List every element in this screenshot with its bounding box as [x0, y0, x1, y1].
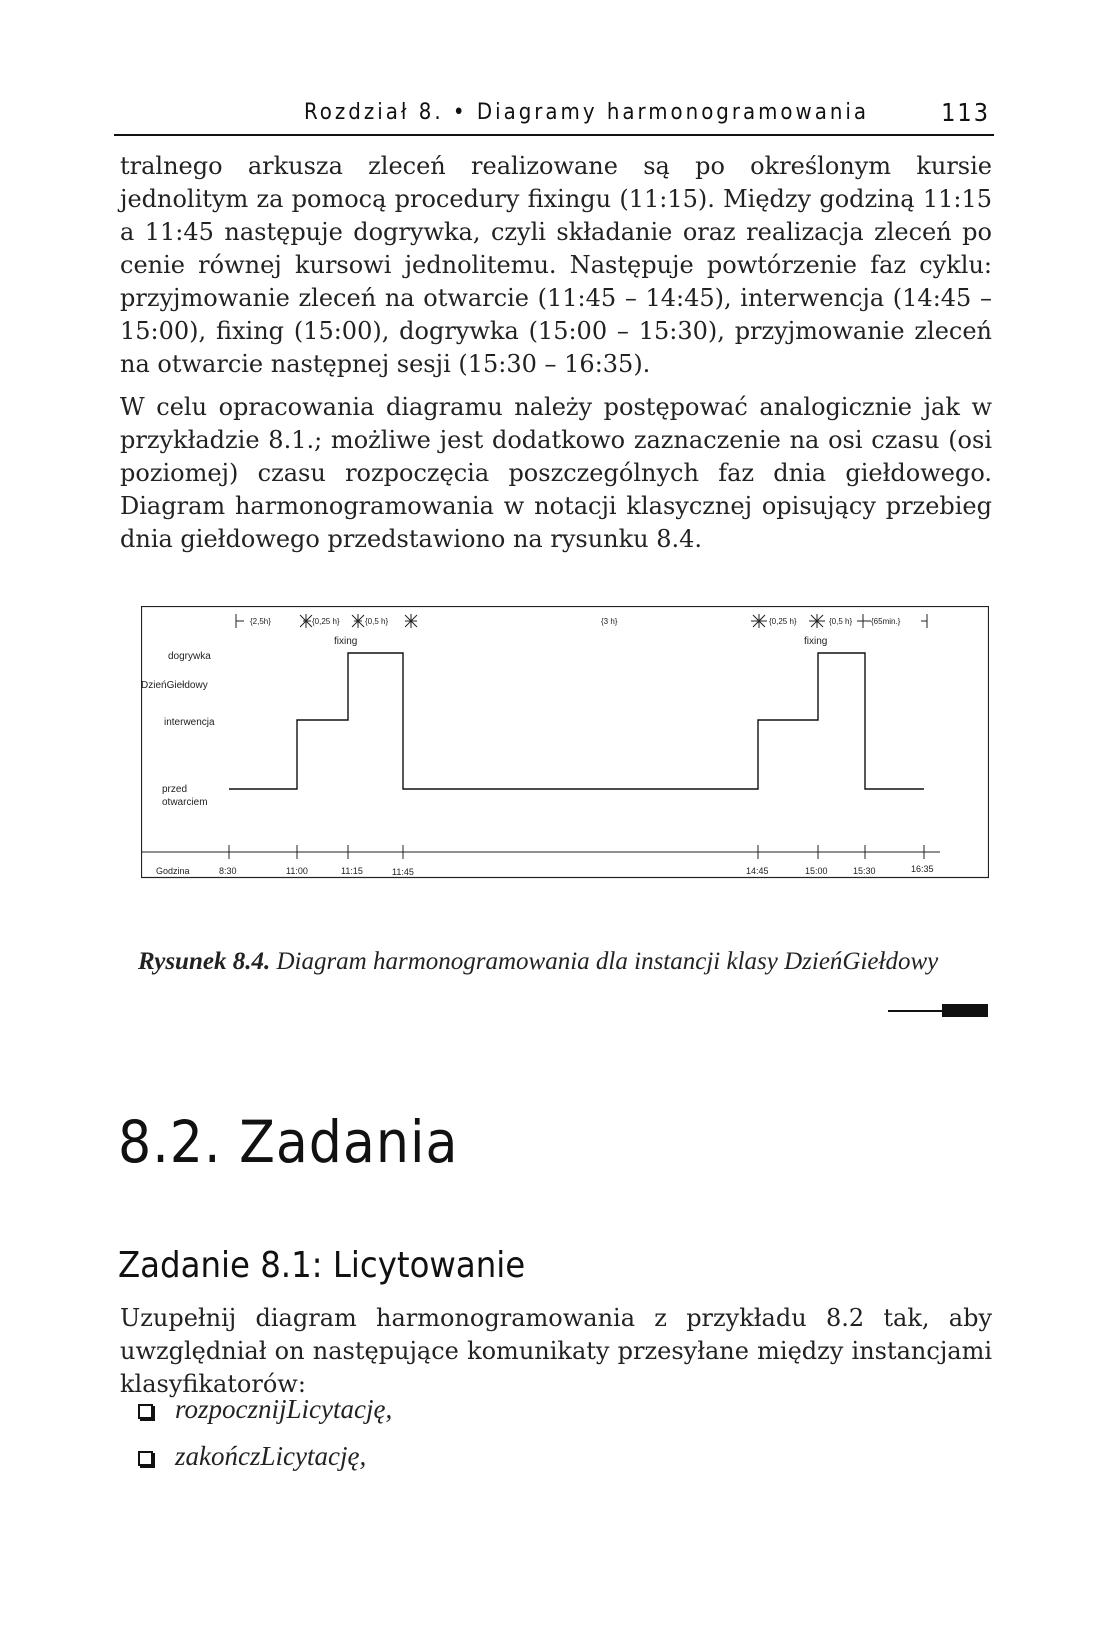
checkbox-bullet-icon: [138, 1404, 153, 1419]
caption-text: Diagram harmonogramowania dla instancji klasy DzieńGiełdowy: [276, 948, 939, 975]
tick-label: 11:45: [392, 867, 414, 877]
state-label: przed: [162, 784, 188, 795]
paragraph-1: tralnego arkusza zleceń realizowane są po określonym kursie jednolitym za pomocą procedury fixingu (11:15). Między godziną 11:15 a 11:45 następuje dogrywka, czyli składanie oraz realizacja zleceń po cenie równej kursowi jednolitemu. Następuje powtórzenie faz cyklu: przyjmowanie zleceń na otwarcie (11:45 – 14:45), interwencja (14:45 – 15:00), fixing (15:00), dogrywka (15:00 – 15:30), przyjmowanie zleceń na otwarcie następnej sesji (15:30 – 16:35).: [120, 152, 992, 378]
task-paragraph: Uzupełnij diagram harmonogramowania z przykładu 8.2 tak, aby uwzględniał on następujące komunikaty przesyłane między instancjami klasyfikatorów:: [120, 1304, 992, 1398]
duration-label: {0,5 h}: [829, 617, 853, 626]
duration-label: {0,25 h}: [312, 617, 340, 626]
checkbox-bullet-icon: [138, 1451, 153, 1466]
duration-label: {65min.}: [871, 617, 901, 626]
state-label: dogrywka: [168, 651, 211, 662]
caption-label: Rysunek 8.4.: [138, 948, 271, 975]
tick-label: 15:30: [853, 866, 876, 876]
list-item-text: zakończLicytację,: [175, 1441, 367, 1471]
tick-label: 11:15: [341, 866, 363, 876]
tick-label: 16:35: [911, 864, 934, 874]
tick-label: 14:45: [746, 866, 769, 876]
list-item: [138, 1394, 392, 1425]
task-heading: Zadanie 8.1: Licytowanie: [118, 1245, 526, 1286]
duration-markers: [236, 614, 927, 628]
figure-caption: [138, 948, 998, 976]
list-item-text: rozpocznijLicytację,: [175, 1394, 393, 1424]
peak-label: fixing: [804, 636, 828, 647]
tick-label: 15:00: [805, 866, 828, 876]
state-label: otwarciem: [162, 797, 208, 808]
duration-label: {2,5h}: [250, 617, 271, 626]
running-header: [114, 96, 994, 136]
timing-diagram: [141, 606, 989, 916]
decorative-block: [942, 1004, 988, 1017]
list-item: [138, 1441, 366, 1472]
section-heading: 8.2. Zadania: [118, 1108, 459, 1176]
tick-label: 11:00: [286, 866, 308, 876]
duration-label: {3 h}: [601, 617, 618, 626]
decorative-rule: [888, 1010, 943, 1012]
tick-label: 8:30: [219, 866, 237, 876]
duration-label: {0,5 h}: [365, 617, 389, 626]
lifeline-label: DzieńGiełdowy: [141, 680, 208, 691]
diagram-frame: [142, 607, 989, 878]
state-label: interwencja: [164, 717, 215, 728]
peak-label: fixing: [334, 636, 358, 647]
chapter-title: Rozdział 8. • Diagramy harmonogramowania: [304, 100, 870, 125]
paragraph-2: W celu opracowania diagramu należy postępować analogicznie jak w przykładzie 8.1.; możliwe jest dodatkowo zaznaczenie na osi czasu (osi poziomej) czasu rozpoczęcia poszczególnych faz dnia giełdowego. Diagram harmonogramowania w notacji klasycznej opisujący przebieg dnia giełdowego przedstawiono na rysunku 8.4.: [120, 393, 992, 553]
state-timeline: [229, 653, 924, 789]
page-number: 113: [941, 98, 990, 127]
axis-title: Godzina: [156, 866, 190, 876]
duration-label: {0,25 h}: [769, 617, 797, 626]
